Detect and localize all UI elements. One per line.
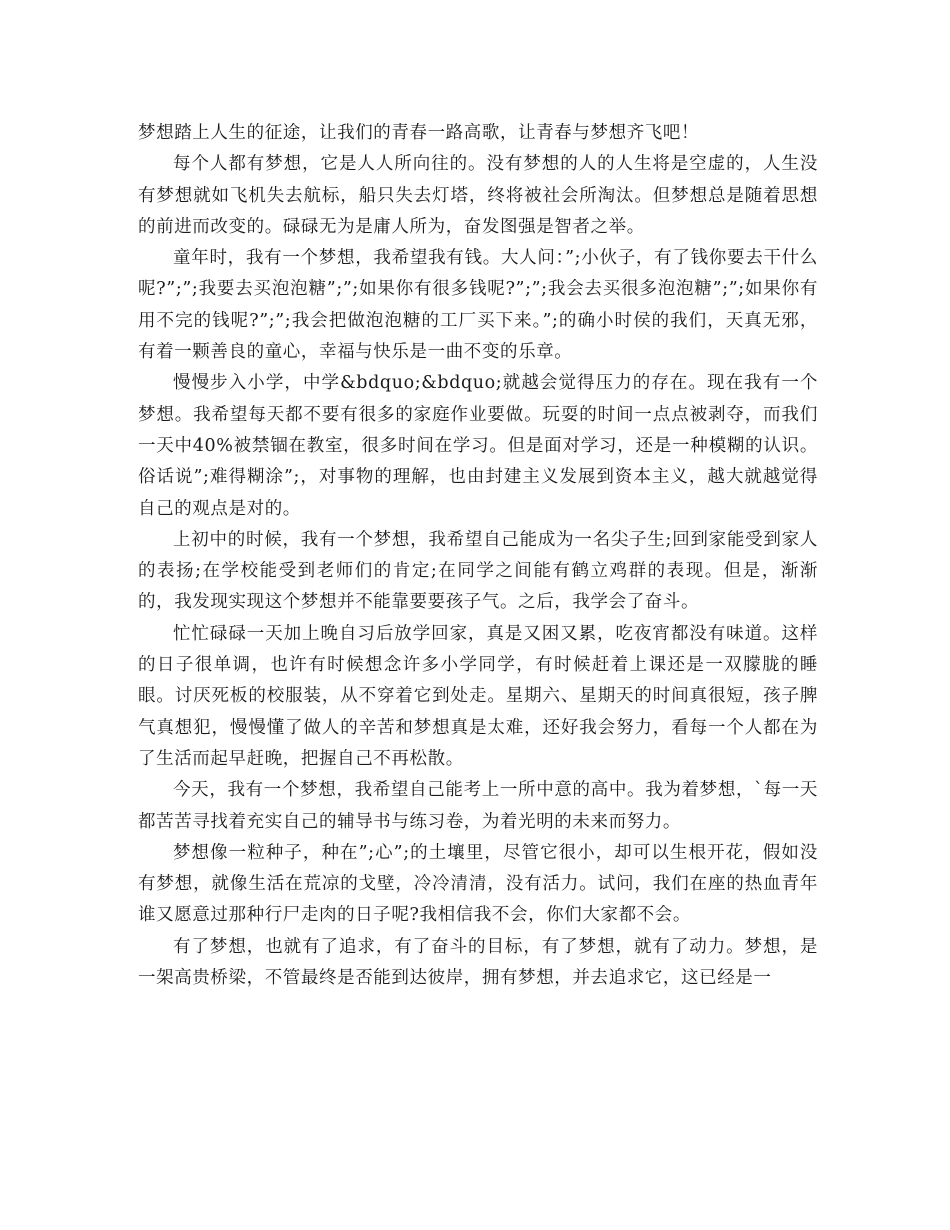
paragraph-5: 上初中的时候，我有一个梦想，我希望自己能成为一名尖子生;回到家能受到家人的表扬;在学校能受到老师们的肯定;在同学之间能有鹤立鸡群的表现。但是，渐渐的，我发现实现这个梦想并不能靠要要孩子气。之后，我学会了奋斗。 (138, 529, 818, 613)
paragraph-9: 有了梦想，也就有了追求，有了奋斗的目标，有了梦想，就有了动力。梦想，是一架高贵桥梁，不管最终是否能到达彼岸，拥有梦想，并去追求它，这已经是一 (138, 936, 818, 989)
paragraph-8: 梦想像一粒种子，种在”;心”;的土壤里，尽管它很小，却可以生根开花，假如没有梦想，就像生活在荒凉的戈壁，冷冷清清，没有活力。试问，我们在座的热血青年谁又愿意过那种行尸走肉的日子呢?我相信我不会，你们大家都不会。 (138, 842, 818, 926)
paragraph-3: 童年时，我有一个梦想，我希望我有钱。大人问：”;小伙子，有了钱你要去干什么呢?”;”;我要去买泡泡糖”;”;如果你有很多钱呢?”;”;我会去买很多泡泡糖”;”;如果你有用不完的钱呢?”;”;我会把做泡泡糖的工厂买下来。”;的确小时侯的我们，天真无邪，有着一颗善良的童心，幸福与快乐是一曲不变的乐章。 (138, 248, 818, 363)
paragraph-4: 慢慢步入小学，中学&bdquo;&bdquo;就越会觉得压力的存在。现在我有一个梦想。我希望每天都不要有很多的家庭作业要做。玩耍的时间一点点被剥夺，而我们一天中40%被禁锢在教室，很多时间在学习。但是面对学习，还是一种模糊的认识。俗话说”;难得糊涂”;，对事物的理解，也由封建主义发展到资本主义，越大就越觉得自己的观点是对的。 (138, 373, 818, 519)
paragraph-2: 每个人都有梦想，它是人人所向往的。没有梦想的人的人生将是空虚的，人生没有梦想就如飞机失去航标，船只失去灯塔，终将被社会所淘汰。但梦想总是随着思想的前进而改变的。碌碌无为是庸人所为，奋发图强是智者之举。 (138, 154, 818, 237)
paragraph-6: 忙忙碌碌一天加上晚自习后放学回家，真是又困又累，吃夜宵都没有味道。这样的日子很单调，也许有时候想念许多小学同学，有时候赶着上课还是一双朦胧的睡眼。讨厌死板的校服装，从不穿着它到处走。星期六、星期天的时间真很短，孩子脾气真想犯，慢慢懂了做人的辛苦和梦想真是太难，还好我会努力，看每一个人都在为了生活而起早赶晚，把握自己不再松散。 (138, 623, 818, 769)
document-body (138, 118, 818, 994)
paragraph-1: 梦想踏上人生的征途，让我们的青春一路高歌，让青春与梦想齐飞吧！ (138, 123, 700, 143)
paragraph-7: 今天，我有一个梦想，我希望自己能考上一所中意的高中。我为着梦想，`每一天都苦苦寻找着充实自己的辅导书与练习卷，为着光明的未来而努力。 (138, 780, 818, 832)
